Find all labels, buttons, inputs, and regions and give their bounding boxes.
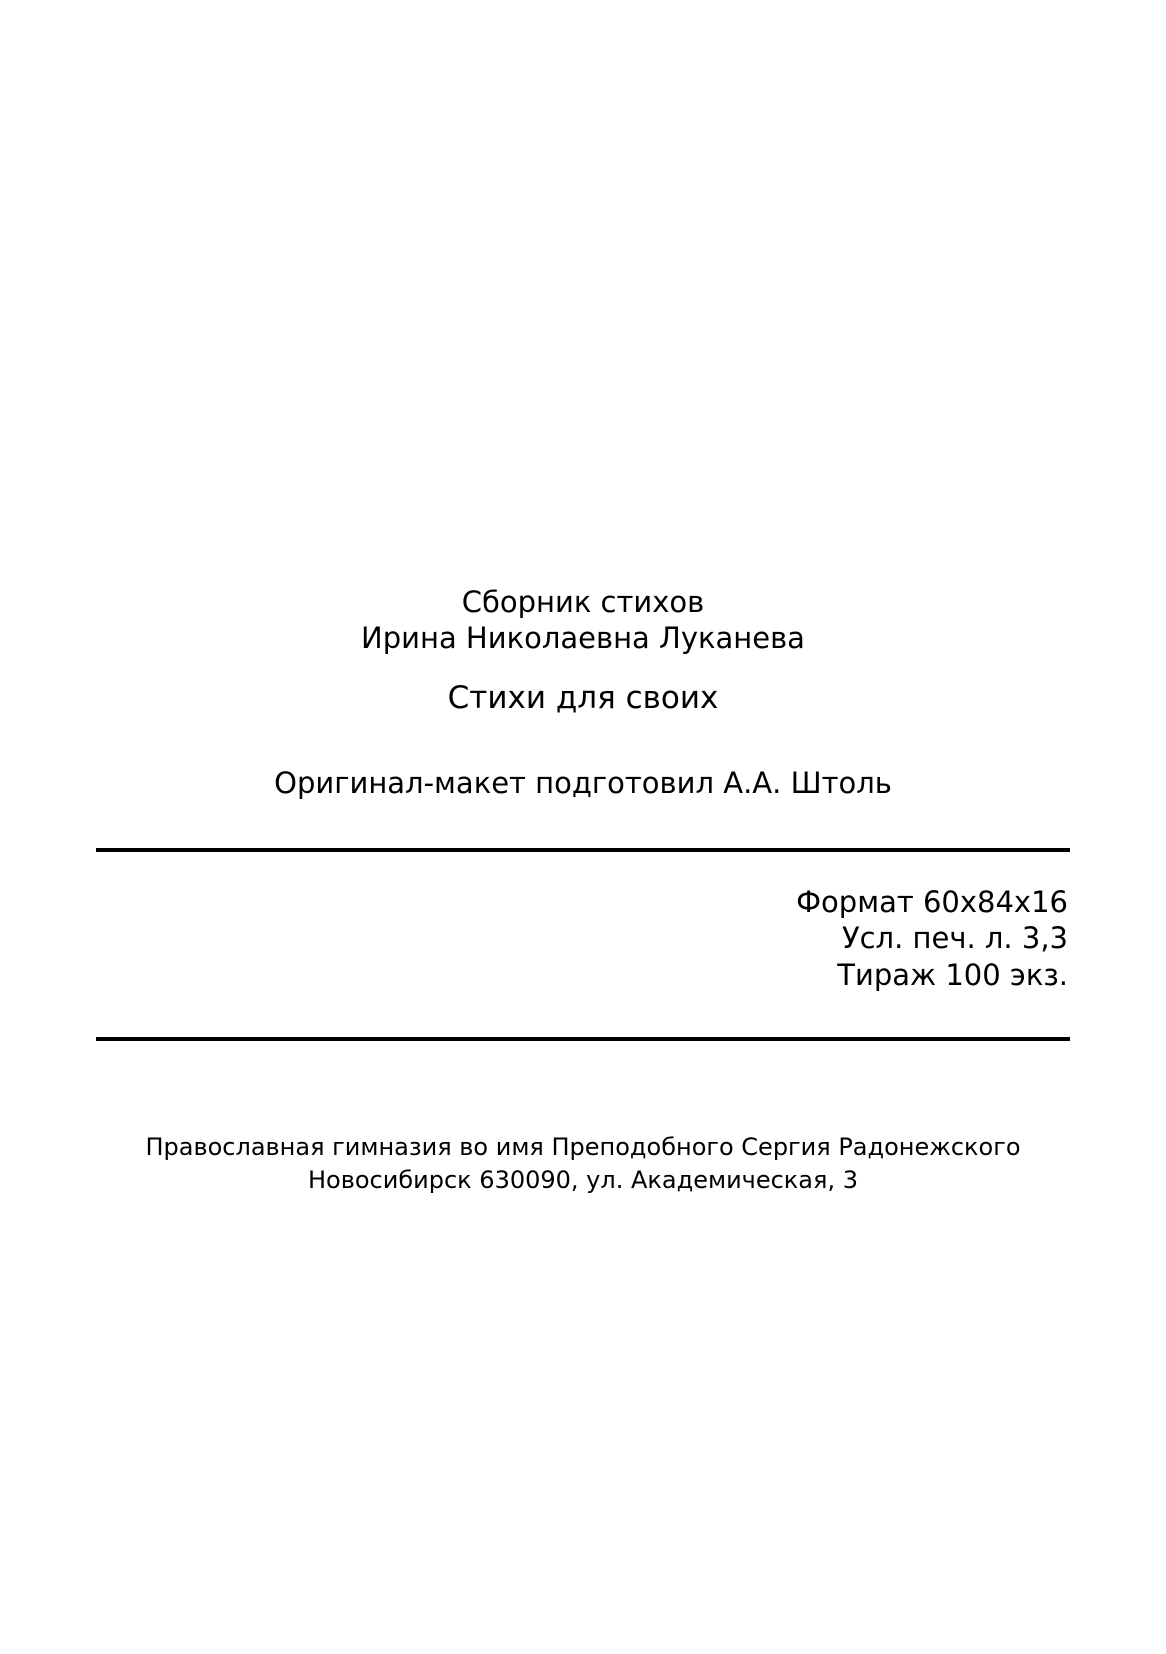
format-spec: Формат 60х84х16 xyxy=(796,885,1068,919)
printed-sheets-spec: Усл. печ. л. 3,3 xyxy=(841,921,1068,955)
layout-credit: Оригинал-макет подготовил А.А. Штоль xyxy=(274,766,892,800)
collection-label: Сборник стихов xyxy=(461,585,705,619)
print-run-spec: Тираж 100 экз. xyxy=(837,958,1068,992)
publisher-address: Новосибирск 630090, ул. Академическая, 3 xyxy=(308,1166,858,1194)
book-title: Стихи для своих xyxy=(447,680,719,716)
author-name: Ирина Николаевна Луканева xyxy=(361,621,805,655)
bottom-divider xyxy=(96,1037,1070,1041)
top-divider xyxy=(96,848,1070,852)
publisher-name: Православная гимназия во имя Преподобного Сергия Радонежского xyxy=(145,1133,1021,1161)
